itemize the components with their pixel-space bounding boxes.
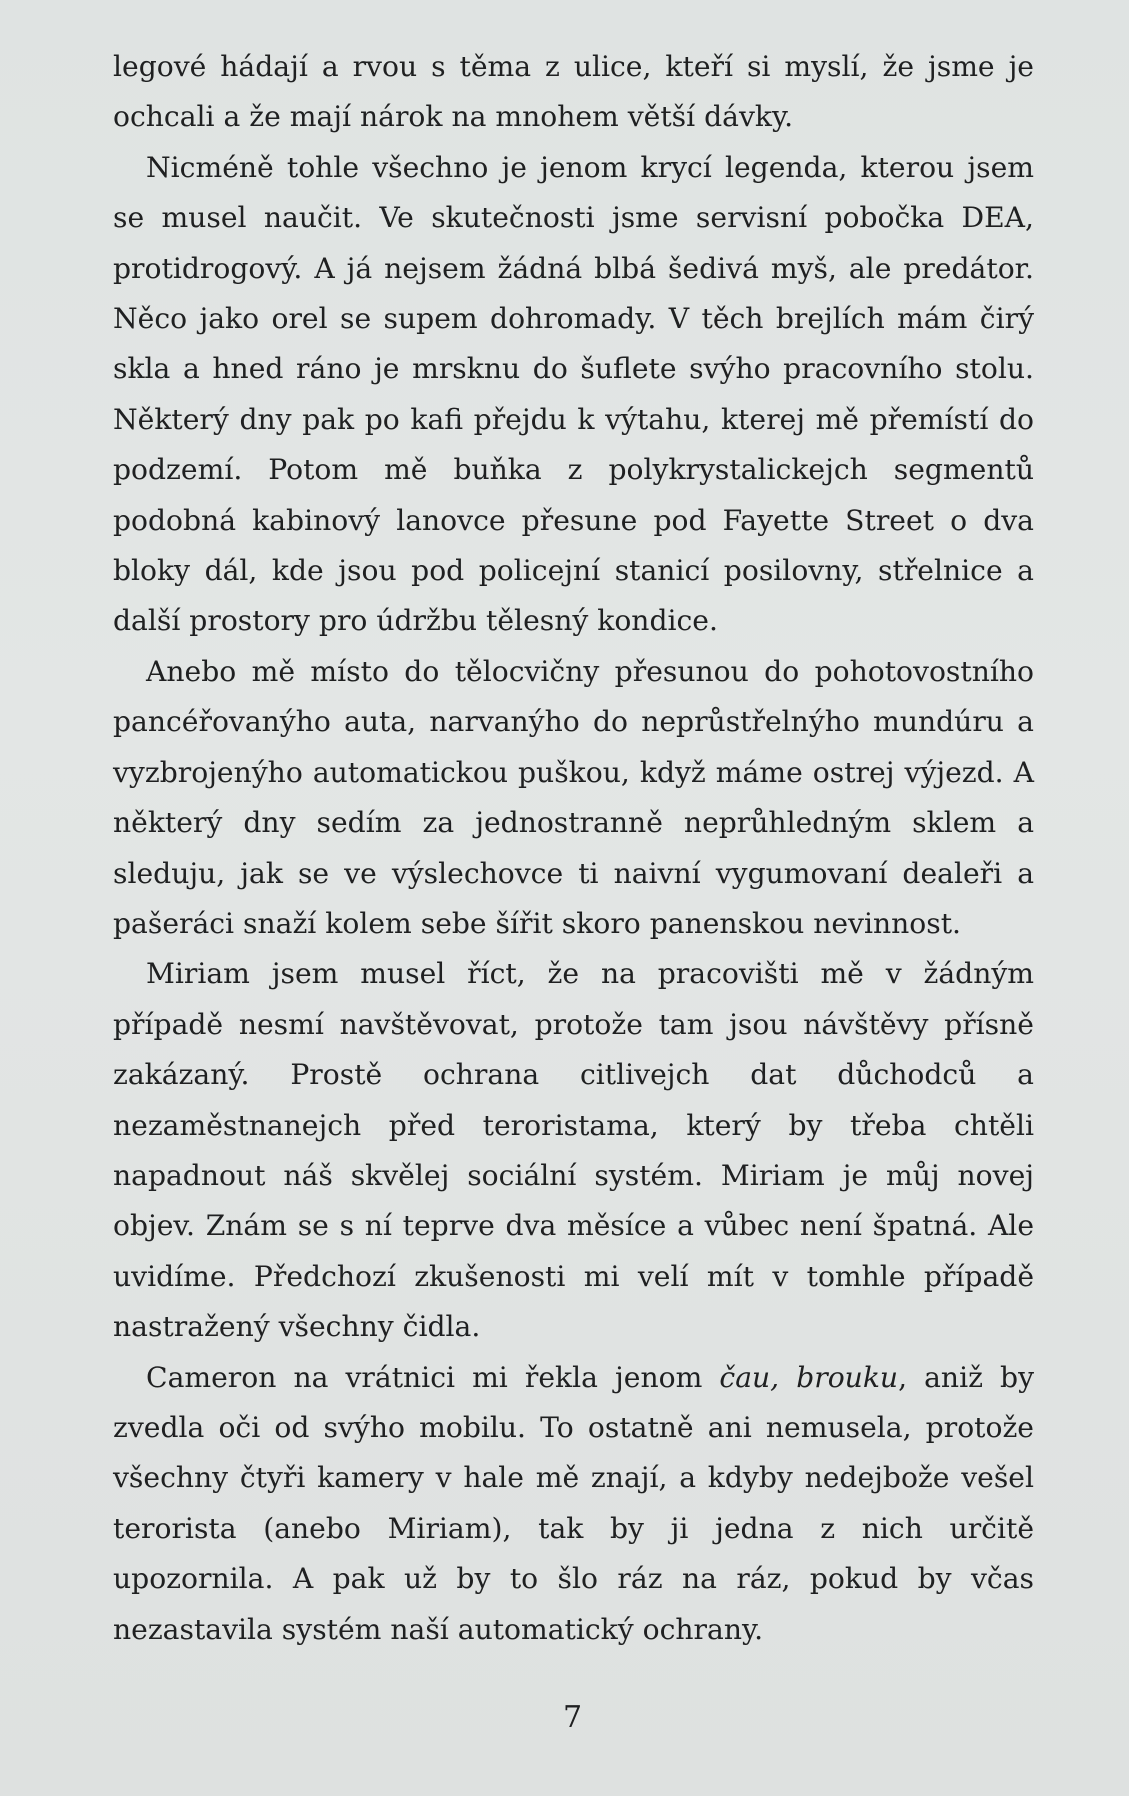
paragraph-cameron-end: , aniž by zvedla oči od svýho mobilu. To ostatně ani nemusela, protože všechny čtyři kamery v hale mě znají, a kdyby nedejbože vešel terorista (anebo Miriam), tak by ji jedna z nich určitě upozornila. A pak už by to šlo ráz na ráz, pokud by včas nezastavila systém naší automatický ochrany. [113,1360,1034,1646]
paragraph-continued: legové hádají a rvou s těma z ulice, kteří si myslí, že jsme je ochcali a že mají nárok na mnohem větší dávky. [113,50,1034,134]
body-text [113,42,1034,1655]
paragraph-cameron-italic: čau, brouku [719,1360,899,1394]
paragraph-cover-story: Nicméně tohle všechno je jenom krycí legenda, kterou jsem se musel naučit. Ve skutečnosti jsme servisní pobočka DEA, protidrogový. A já nejsem žádná blbá šedivá myš, ale predátor. Něco jako orel se supem dohromady. V těch brejlích mám čirý skla a hned ráno je mrsknu do šuflete svýho pracovního stolu. Některý dny pak po kafi přejdu k výtahu, kterej mě přemístí do podzemí. Potom mě buňka z polykrystalickejch segmentů podobná kabinový lanovce přesune pod Fayette Street o dva bloky dál, kde jsou pod policejní stanicí posilovny, střelnice a další prostory pro údržbu tělesný kondice. [113,150,1034,638]
paragraph-cameron-start: Cameron na vrátnici mi řekla jenom [146,1360,720,1394]
paragraph-armored-car: Anebo mě místo do tělocvičny přesunou do pohotovostního pancéřovanýho auta, narvanýho do neprůstřelnýho mundúru a vyzbrojenýho automatickou puškou, když máme ostrej výjezd. A některý dny sedím za jednostranně neprůhledným sklem a sleduju, jak se ve výslechovce ti naivní vygumovaní dealeři a pašeráci snaží kolem sebe šířit skoro panenskou nevinnost. [113,654,1034,940]
page-number: 7 [562,1700,583,1735]
paragraph-cameron [113,1353,1034,1655]
paragraph-miriam: Miriam jsem musel říct, že na pracovišti mě v žádným případě nesmí navštěvovat, protože tam jsou návštěvy přísně zakázaný. Prostě ochrana citlivejch dat důchodců a nezaměstnanejch před teroristama, který by třeba chtěli napadnout náš skvělej sociální systém. Miriam je můj novej objev. Znám se s ní teprve dva měsíce a vůbec není špatná. Ale uvidíme. Předchozí zkušenosti mi velí mít v tomhle případě nastražený všechny čidla. [113,957,1034,1344]
